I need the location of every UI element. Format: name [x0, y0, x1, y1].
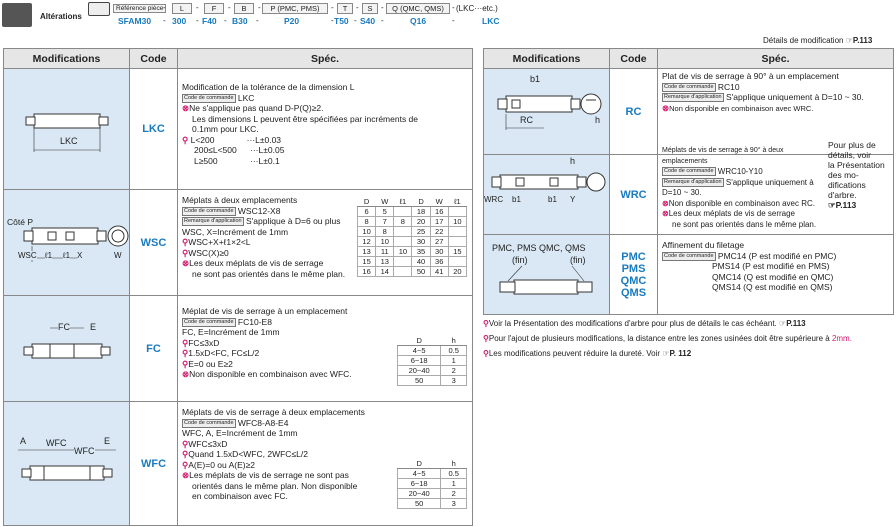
- segment-f: F40: [202, 16, 217, 26]
- segment-length: 300: [172, 16, 187, 26]
- segment-b: B30: [232, 16, 248, 26]
- wfc-code: WFC: [130, 402, 178, 526]
- option-S: S: [362, 3, 378, 14]
- segment-t: T50: [334, 16, 349, 26]
- segment-s: S40: [360, 16, 376, 26]
- option-P: P (PMC, PMS): [262, 3, 328, 14]
- part-number-label: Référence pièce: [113, 4, 166, 13]
- wrc-code: WRC: [610, 155, 658, 235]
- lkc-spec: Modification de la tolérance de la dimension L Code de commande LKC ⊗Ne s'applique pas quand D-P(Q)≥2. Les dimensions L peuvent être spécifiées par incréments de 0.1mm pour LKC. ⚲ L<200 ···L±0.03 200≤L<500 ···L±0.05 L≥500 ···L±0.1: [182, 82, 419, 166]
- segment-q: Q16: [410, 16, 427, 26]
- pmc-codes: PMC PMS QMC QMS: [610, 235, 658, 315]
- wrc-spec: Méplats de vis de serrage à 90° à deux emplacements Code de commande WRC10-Y10 Remarque d'application S'applique uniquement à D=10 ~ 30. ⊗Non disponible en combinaison avec RC. ⊗Les deux méplats de vis de serrage ne sont pas orientés dans le même plan.: [662, 147, 817, 229]
- col-code: Code: [130, 49, 178, 69]
- col-spec: Spéc.: [178, 49, 473, 69]
- wfc-dimension-table: D h 4~5 0.5 6~18 1 20~40 2 50 3: [397, 459, 467, 509]
- alteration-icon: [2, 3, 32, 27]
- details-reference: Détails de modification ☞P.113: [763, 36, 873, 45]
- fc-drawing: [4, 300, 129, 400]
- rc-spec: Plat de vis de serrage à 90° à un emplacement Code de commande RC10 Remarque d'application S'applique uniquement à D=10 ~ 30. ⊗Non disponible en combinaison avec WRC.: [662, 71, 864, 113]
- rc-drawing: [484, 70, 609, 156]
- document-icon: [88, 2, 110, 16]
- fc-dimension-table: D h 4~5 0.5 6~18 1 20~40 2 50 3: [397, 336, 467, 386]
- rc-code: RC: [610, 69, 658, 155]
- wfc-spec: Méplats de vis de serrage à deux emplacements Code de commande WFC8-A8-E4 WFC, A, E=Incrément de 1mm ⚲WFC≤3xD ⚲Quand 1.5xD<WFC, 2WFC≤L/2 ⚲A(E)=0 ou A(E)≥2 ⊗Les méplats de vis de serrage ne sont pas orientés dans le même plan. Non disponible en combinaison avec FC.: [182, 407, 365, 501]
- section-title: Altérations: [40, 12, 82, 21]
- col-modifications: Modifications: [4, 49, 130, 69]
- wsc-dimension-table: D W ℓ1 D W ℓ1 6 5 18 16 8 7 8 20 17 10 10 8 25 22 12 10 30 27 13 11 10 35 30 15 15 13 40 36 16 14 50 41 20: [357, 197, 467, 277]
- option-Q: Q (QMC, QMS): [386, 3, 450, 14]
- tip-icon: ⚲: [182, 134, 189, 145]
- wsc-code: WSC: [130, 190, 178, 296]
- options-etc: (LKC···etc.): [456, 4, 498, 13]
- fc-spec: Méplat de vis de serrage à un emplacement Code de commande FC10-E8 FC, E=Incrément de 1mm ⚲FC≤3xD ⚲1.5xD<FC, FC≤L/2 ⚲E=0 ou E≥2 ⊗Non disponible en combinaison avec WFC.: [182, 306, 352, 379]
- lkc-code: LKC: [130, 69, 178, 190]
- right-modifications-table: Modifications Code Spéc. RC WRC PMC PMS QMC QMS: [483, 48, 894, 315]
- option-B: B: [234, 3, 254, 14]
- segment-sfam: SFAM30: [118, 16, 152, 26]
- note-2: ⚲Pour l'ajout de plusieurs modifications, la distance entre les zones usinées doit être supérieure à 2mm.: [483, 334, 852, 343]
- option-F: F: [204, 3, 224, 14]
- pmc-spec: Affinement du filetage Code de commande PMC14 (P est modifié en PMC) PMS14 (P est modifié en PMS) QMC14 (Q est modifié en QMC) QMS14 (Q est modifié en QMS): [662, 240, 837, 292]
- wfc-drawing: [4, 404, 129, 522]
- segment-p: P20: [284, 16, 300, 26]
- fc-code: FC: [130, 296, 178, 402]
- wsc-drawing: [4, 196, 129, 296]
- note-3: ⚲Les modifications peuvent réduire la dureté. Voir ☞P. 112: [483, 349, 692, 358]
- option-T: T: [337, 3, 353, 14]
- option-L: L: [172, 3, 192, 14]
- lkc-drawing: [4, 70, 129, 190]
- not-icon: ⊗: [182, 103, 190, 113]
- segment-lkc: LKC: [482, 16, 500, 26]
- pmc-drawing: [484, 264, 609, 314]
- wsc-spec: Méplats à deux emplacements Code de commande WSC12-X8 Remarque d'application S'applique à D=6 ou plus WSC, X=Incrément de 1mm ⚲WSC+X+ℓ1×2<L ⚲WSC(X)≥0 ⊗Les deux méplats de vis de serrage ne sont pas orientés dans le même plan.: [182, 195, 346, 279]
- note-1: ⚲Voir la Présentation des modifications d'arbre pour plus de détails le cas échéant. ☞P.113: [483, 319, 806, 328]
- side-note: Pour plus de détails, voir la Présentation des mo- difications d'arbre. ☞P.113: [828, 140, 885, 210]
